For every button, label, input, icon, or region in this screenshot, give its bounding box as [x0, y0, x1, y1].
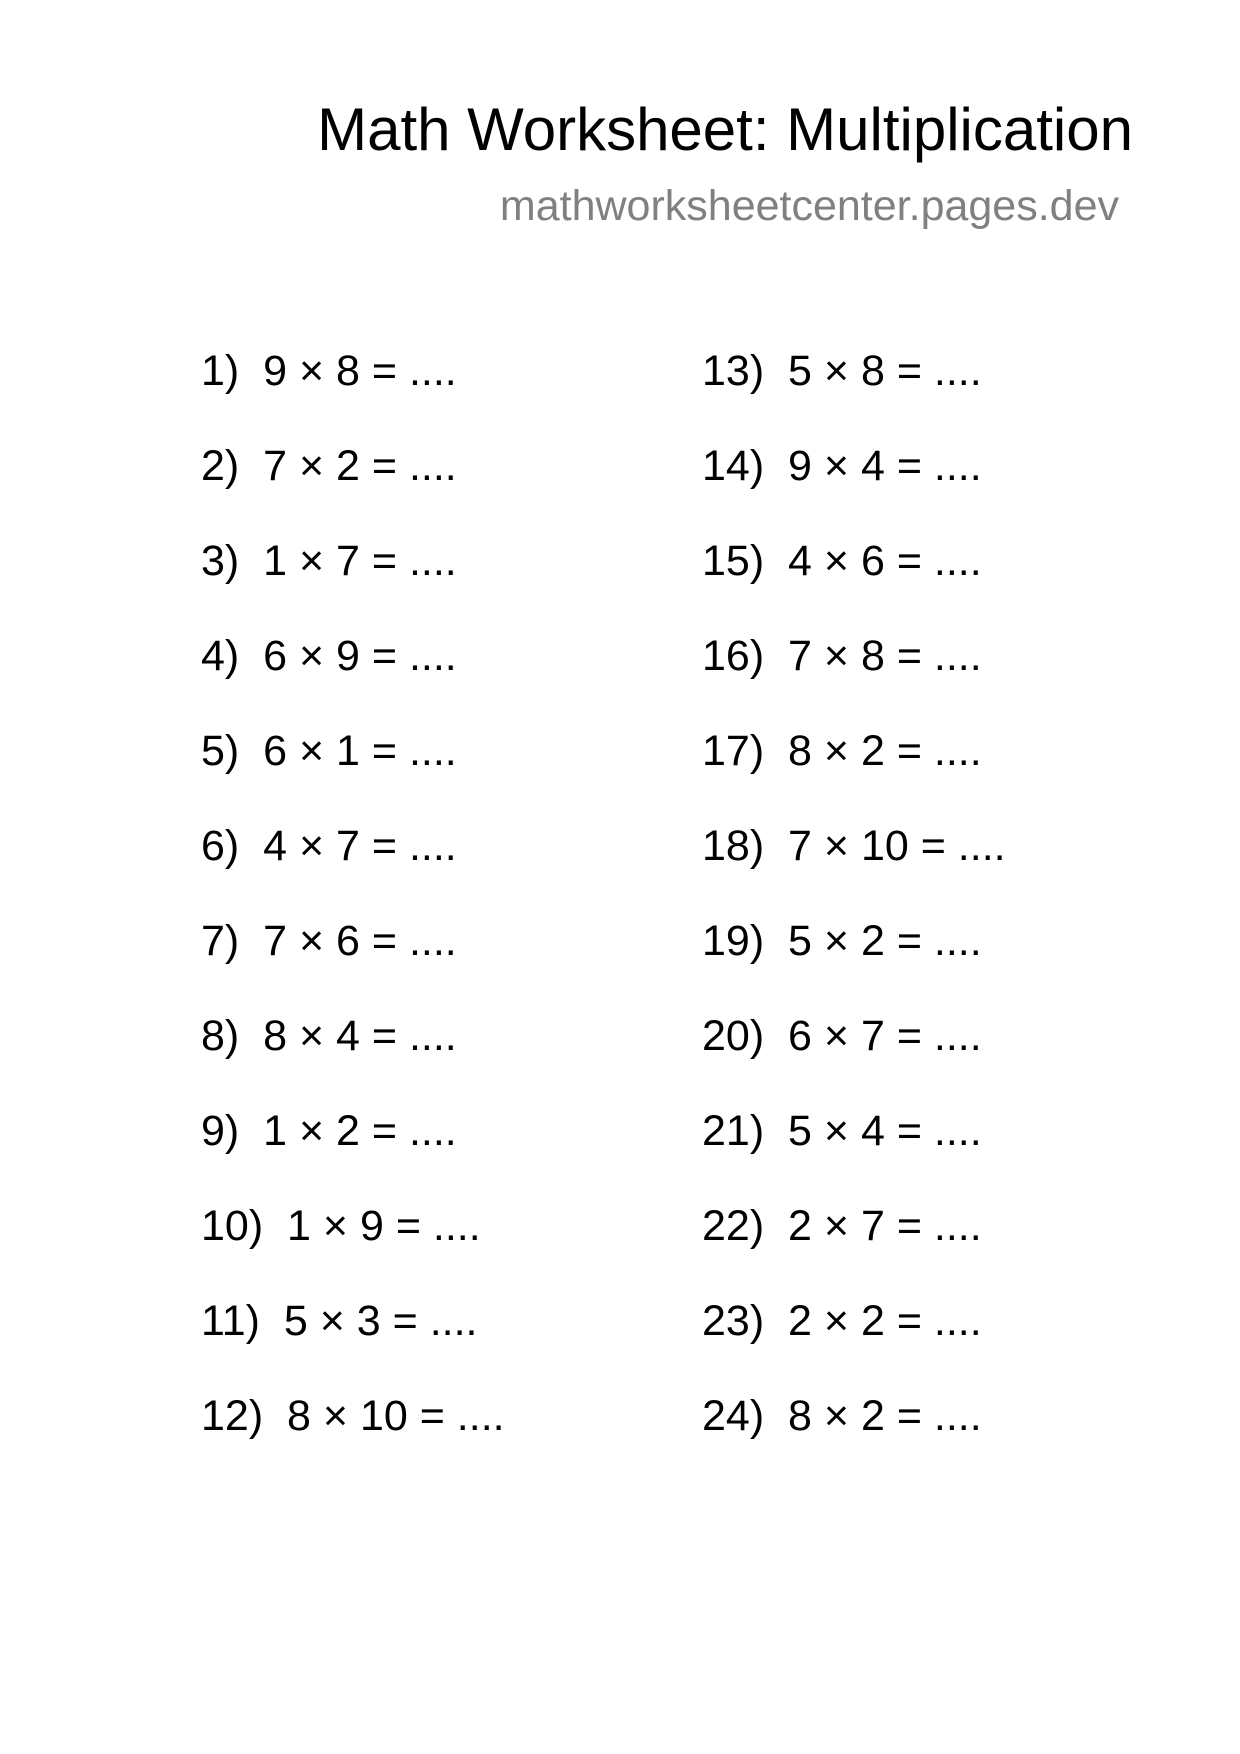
problem-item: 20) 6 × 7 = ....: [702, 1012, 982, 1060]
problem-item: 7) 7 × 6 = ....: [201, 917, 457, 965]
problem-item: 14) 9 × 4 = ....: [702, 442, 982, 490]
problem-item: 5) 6 × 1 = ....: [201, 727, 457, 775]
problem-item: 8) 8 × 4 = ....: [201, 1012, 457, 1060]
problem-item: 17) 8 × 2 = ....: [702, 727, 982, 775]
problem-item: 11) 5 × 3 = ....: [201, 1297, 478, 1345]
problem-item: 1) 9 × 8 = ....: [201, 347, 457, 395]
problem-item: 22) 2 × 7 = ....: [702, 1202, 982, 1250]
problem-item: 2) 7 × 2 = ....: [201, 442, 457, 490]
problem-item: 18) 7 × 10 = ....: [702, 822, 1006, 870]
problem-item: 4) 6 × 9 = ....: [201, 632, 457, 680]
problem-item: 15) 4 × 6 = ....: [702, 537, 982, 585]
problem-item: 10) 1 × 9 = ....: [201, 1202, 481, 1250]
problems-column-right: [702, 347, 1006, 1490]
problem-item: 9) 1 × 2 = ....: [201, 1107, 457, 1155]
problem-item: 6) 4 × 7 = ....: [201, 822, 457, 870]
worksheet-title: Math Worksheet: Multiplication: [317, 96, 1133, 163]
problems-column-left: [201, 347, 505, 1490]
problem-item: 19) 5 × 2 = ....: [702, 917, 982, 965]
problem-item: 16) 7 × 8 = ....: [702, 632, 982, 680]
problem-item: 21) 5 × 4 = ....: [702, 1107, 982, 1155]
problem-item: 23) 2 × 2 = ....: [702, 1297, 982, 1345]
source-url: mathworksheetcenter.pages.dev: [499, 182, 1119, 230]
problem-item: 3) 1 × 7 = ....: [201, 537, 457, 585]
problem-item: 13) 5 × 8 = ....: [702, 347, 982, 395]
problem-item: 12) 8 × 10 = ....: [201, 1392, 505, 1440]
problem-item: 24) 8 × 2 = ....: [702, 1392, 982, 1440]
